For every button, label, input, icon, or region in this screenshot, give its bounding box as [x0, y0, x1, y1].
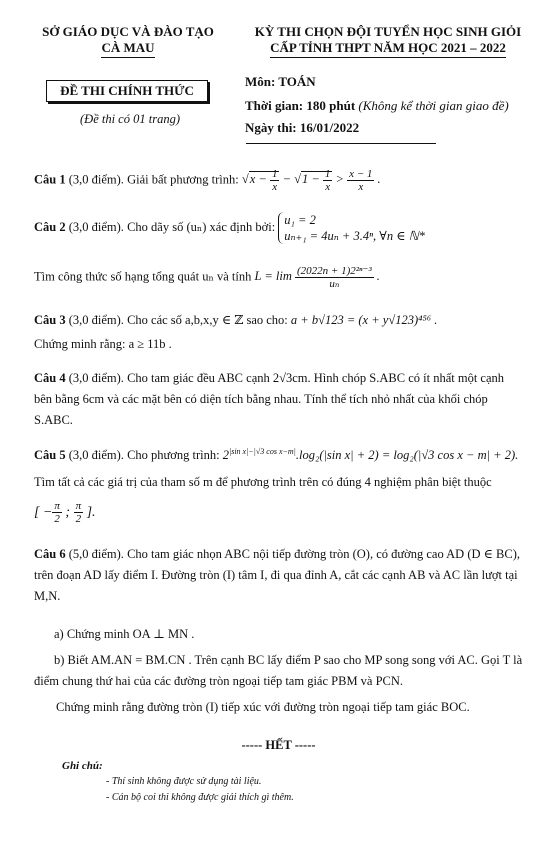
question-5-line2: Tìm tất cả các giá trị của tham số m để phương trình trên có đúng 4 nghiệm phân biệt thuộc [34, 475, 492, 489]
date-label: Ngày thi: 16/01/2022 [245, 120, 360, 135]
question-2-part2 [34, 265, 524, 290]
notes-title: Ghi chú: [62, 760, 103, 772]
header-divider [246, 143, 436, 144]
time-note: (Không kể thời gian giao đề) [358, 98, 509, 113]
question-1-formula: √x − $\frac{1}{x}$ − √1 − $\frac{1}{x}$ > $\frac{x - 1}{x}$ . [241, 168, 381, 193]
question-2-points: (3,0 điểm). [68, 219, 124, 234]
exam-subtitle: CẤP TỈNH THPT NĂM HỌC 2021 – 2022 [270, 40, 506, 58]
question-6-part-b2: Chứng minh rằng đường tròn (I) tiếp xúc với đường tròn ngoại tiếp tam giác BOC. [56, 700, 470, 714]
question-4-label: Câu 4 [34, 371, 66, 385]
question-5-interval: [ − $\frac{\pi}{2}$ ; $\frac{\pi}{2}$ ]. [34, 500, 96, 525]
question-3 [34, 310, 524, 330]
header-department [28, 24, 228, 58]
question-6-text: Cho tam giác nhọn ABC nội tiếp đường tròn (O), có đường cao AD (D ∈ BC), trên đoạn AD lấy điểm I. Đường tròn (I) tâm I, đi qua đỉnh A, cắt các cạnh AB và AC lần lượt tại M,N. [34, 547, 520, 603]
question-5-formula: $2^{|sin x|-|√3 cos x-m|}.\log_2(|\sin$ x| + 2) = log₂(|√3 cos x − m| + 2). [222, 447, 519, 463]
question-1 [34, 168, 524, 193]
official-exam-box: ĐỀ THI CHÍNH THỨC [46, 80, 208, 102]
question-2-system: u₁ = 2 uₙ₊₁ = 4uₙ + 3.4ⁿ, ∀n ∈ ℕ* [278, 212, 425, 244]
department-name: SỞ GIÁO DỤC VÀ ĐÀO TẠO [42, 24, 214, 39]
question-2-line2: Tìm công thức số hạng tổng quát uₙ và tính [34, 269, 252, 284]
question-2 [34, 212, 524, 244]
question-4 [34, 368, 524, 431]
question-5-text: Cho phương trình: [127, 448, 220, 463]
note-1: - Thí sinh không được sử dụng tài liệu. [106, 776, 262, 787]
question-4-text: Cho tam giác đều ABC cạnh 2√3cm. Hình chóp S.ABC có ít nhất một cạnh bên bằng 6cm và các mặt bên có diện tích bằng nhau. Tính thể tích nhỏ nhất của khối chóp S.ABC. [34, 371, 505, 427]
question-5 [34, 442, 524, 465]
question-6-points: (5,0 điểm). [68, 547, 124, 561]
question-1-text: Giải bất phương trình: [127, 172, 239, 187]
end-marker: ----- HẾT ----- [241, 738, 316, 752]
question-3-formula: a + b√123 = (x + y√123)⁴⁵⁶ . [290, 313, 438, 327]
pages-note: (Đề thi có 01 trang) [80, 112, 180, 126]
note-2: - Cán bộ coi thi không được giải thích gì thêm. [106, 792, 294, 803]
question-4-points: (3,0 điểm). [68, 371, 124, 385]
question-6-part-a: a) Chứng minh OA ⊥ MN . [54, 627, 195, 641]
time-label: Thời gian: 180 phút [245, 98, 356, 113]
question-2-text: Cho dãy số (uₙ) xác định bởi: [127, 219, 276, 234]
exam-title: KỲ THI CHỌN ĐỘI TUYỂN HỌC SINH GIỎI [254, 24, 522, 39]
question-6 [34, 544, 524, 607]
question-6-label: Câu 6 [34, 547, 66, 561]
subject-label: Môn: TOÁN [245, 74, 316, 89]
question-1-points: (3,0 điểm). [68, 172, 124, 187]
question-2-limit: L = lim $\frac{\text{(2022n + 1)2²ⁿ⁻³}}{\text{uₙ}}$ . [254, 265, 380, 290]
question-3-label: Câu 3 [34, 313, 66, 327]
question-5-label: Câu 5 [34, 448, 66, 463]
header-exam [238, 24, 538, 58]
question-1-label: Câu 1 [34, 172, 66, 187]
question-3-points: (3,0 điểm). [68, 313, 124, 327]
time-line [245, 98, 509, 114]
province-name: CÀ MAU [101, 40, 154, 58]
question-3-line2: Chứng minh rằng: a ≥ 11b . [34, 337, 172, 351]
question-5-points: (3,0 điểm). [68, 448, 124, 463]
question-3-text: Cho các số a,b,x,y ∈ ℤ sao cho: [127, 313, 288, 327]
question-2-label: Câu 2 [34, 219, 66, 234]
question-6-part-b: b) Biết AM.AN = BM.CN . Trên cạnh BC lấy điểm P sao cho MP song song với AC. Gọi T là điểm chung thứ hai của các đường tròn ngoại tiếp tam giác PBM và PCN. [34, 653, 523, 688]
